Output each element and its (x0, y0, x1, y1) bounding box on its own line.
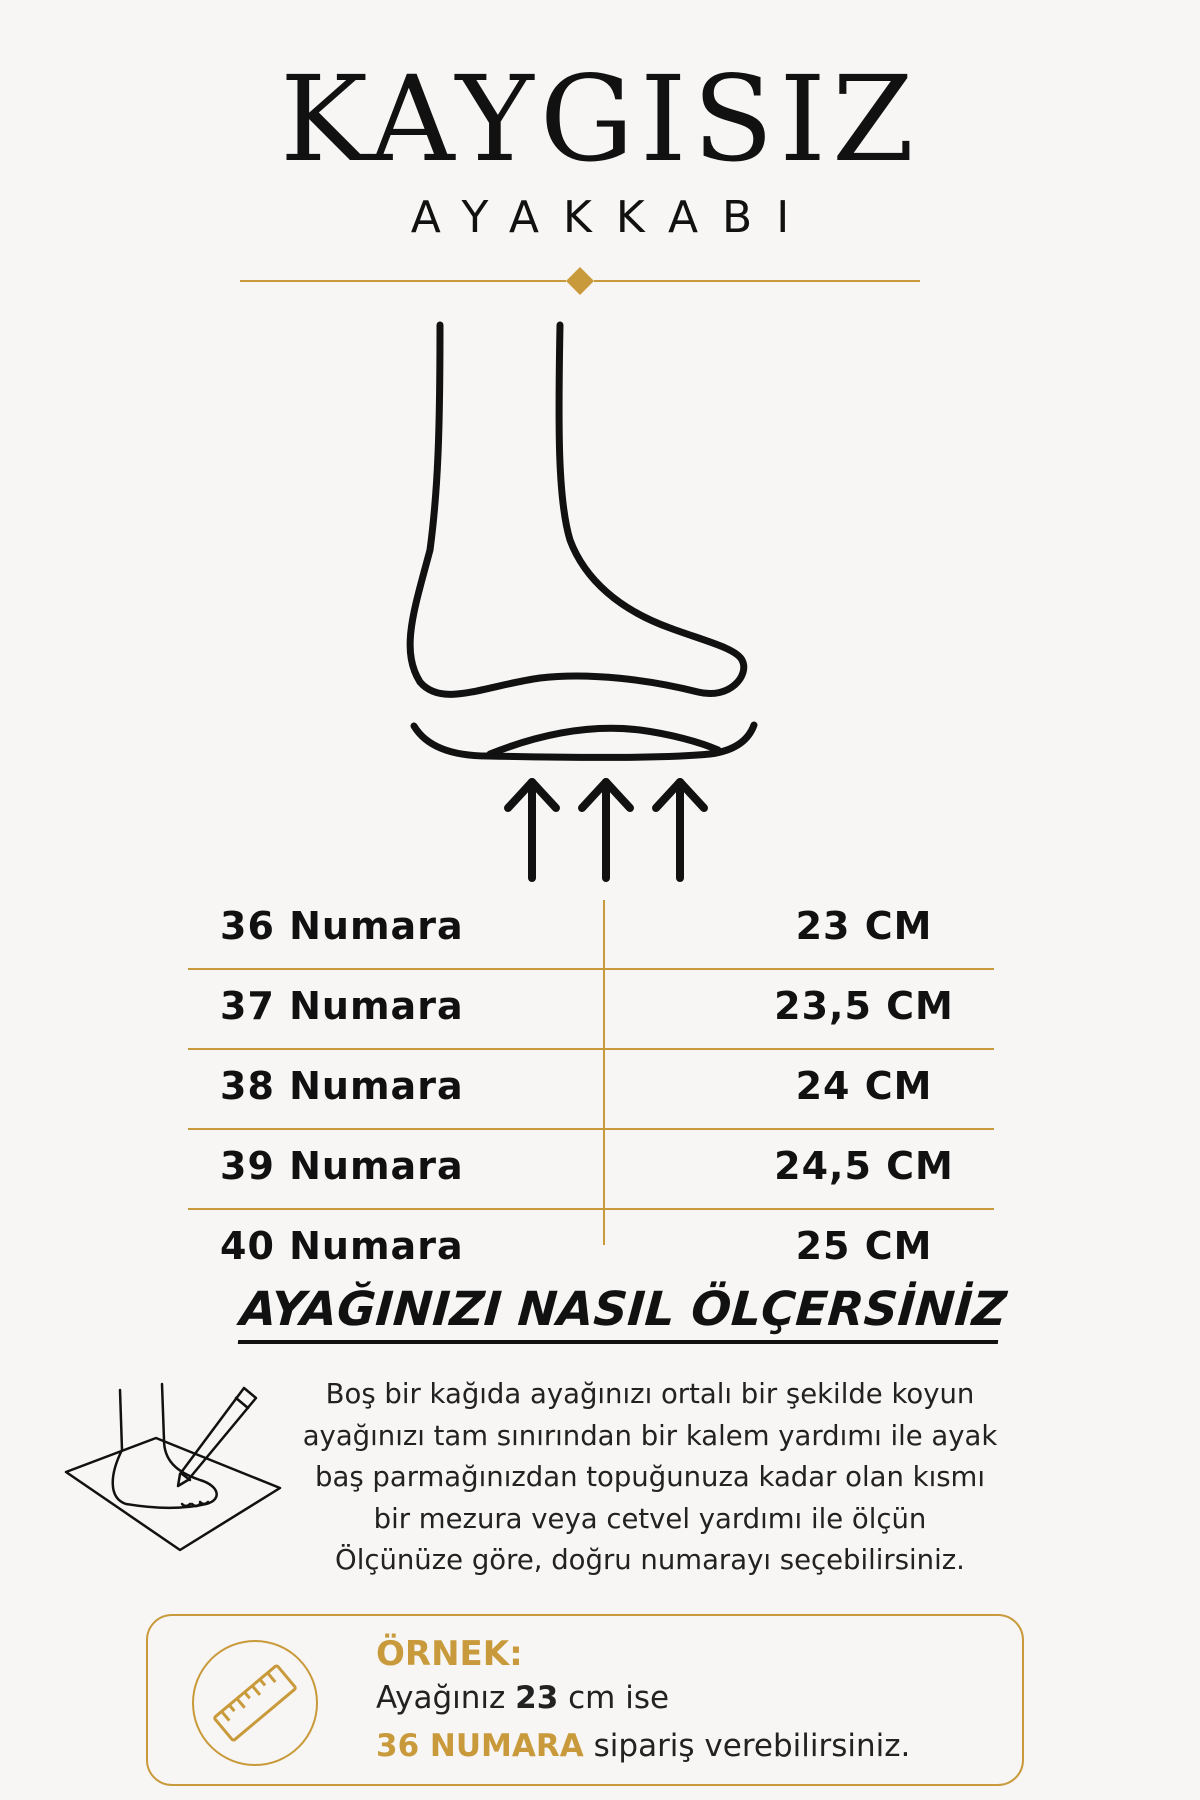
table-row (188, 1130, 994, 1210)
brand-tagline: AYAKKABI (410, 192, 814, 243)
arrow-up-icon (656, 782, 704, 878)
size-label: 36 Numara (220, 904, 464, 948)
diamond-icon (566, 267, 594, 295)
arrow-up-icon (582, 782, 630, 878)
instruction-line: ayağınızı tam sınırından bir kalem yardımı ile ayak (302, 1419, 998, 1452)
instruction-line: Ölçünüze göre, doğru numarayı seçebilirsiniz. (335, 1544, 965, 1576)
brand-name: KAYGISIZ (279, 50, 921, 188)
table-row (188, 1210, 994, 1288)
example-length-value: 23 (515, 1680, 559, 1716)
instructions (270, 1374, 1030, 1582)
example-line-2 (376, 1728, 910, 1764)
howto-title: AYAĞINIZI NASIL ÖLÇERSİNİZ (238, 1282, 1002, 1344)
length-value: 24,5 CM (774, 1144, 954, 1188)
instruction-line: baş parmağınızdan topuğunuza kadar olan kısmı (315, 1461, 985, 1493)
size-label: 37 Numara (220, 984, 464, 1028)
example-title: ÖRNEK: (376, 1634, 523, 1674)
instruction-line: Boş bir kağıda ayağınızı ortalı bir şekilde koyun (325, 1378, 975, 1410)
example-text: Ayağınız (376, 1680, 506, 1716)
instruction-line: bir mezura veya cetvel yardımı ile ölçün (373, 1502, 927, 1535)
table-row (188, 1050, 994, 1130)
size-label: 40 Numara (220, 1224, 464, 1268)
length-value: 24 CM (795, 1064, 933, 1108)
size-table (188, 890, 994, 1288)
length-value: 25 CM (795, 1224, 933, 1268)
length-value: 23,5 CM (774, 984, 954, 1028)
example-size-value: 36 NUMARA (376, 1728, 584, 1764)
table-row (188, 890, 994, 970)
example-text: cm ise (568, 1680, 670, 1716)
size-label: 38 Numara (220, 1064, 464, 1108)
arrows (490, 770, 730, 885)
foot-icon (380, 310, 860, 780)
example-box (146, 1614, 1024, 1786)
arrow-up-icon (508, 782, 556, 878)
divider (240, 266, 920, 296)
table-row (188, 970, 994, 1050)
length-value: 23 CM (795, 904, 933, 948)
ruler-icon (194, 1642, 316, 1764)
example-line-1 (376, 1680, 669, 1716)
foot-drawing-icon (60, 1380, 290, 1555)
ruler-badge (192, 1640, 318, 1766)
example-text: sipariş verebilirsiniz. (593, 1728, 911, 1764)
size-label: 39 Numara (220, 1144, 464, 1188)
